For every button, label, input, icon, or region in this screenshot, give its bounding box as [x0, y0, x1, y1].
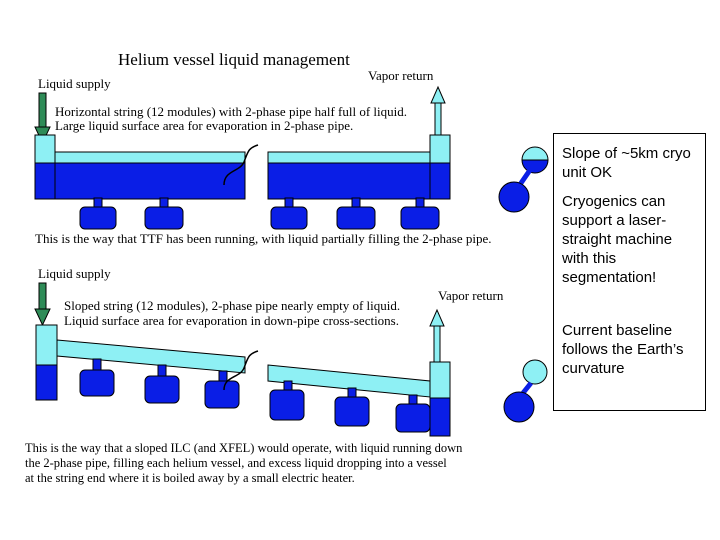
bottom-caption-line2: the 2-phase pipe, filling each helium vessel, and excess liquid dropping into a vessel [25, 456, 447, 470]
top-helium-vessels-left [80, 198, 183, 229]
bottom-caption-line3: at the string end where it is boiled away by a small electric heater. [25, 471, 355, 485]
bottom-description-line2: Liquid surface area for evaporation in down-pipe cross-sections. [64, 313, 399, 328]
bottom-description-line1: Sloped string (12 modules), 2-phase pipe nearly empty of liquid. [64, 298, 401, 313]
note-laser-straight: Cryogenics can support a laser-straight machine with this segmentation! [562, 193, 673, 286]
bottom-liquid-supply-label: Liquid supply [38, 266, 111, 281]
bottom-liquid-supply-arrow [35, 283, 50, 325]
bottom-panel [25, 266, 547, 485]
bottom-vapor-return-arrow [430, 310, 444, 362]
diagram-title: Helium vessel liquid management [118, 50, 350, 69]
top-liquid-supply-label: Liquid supply [38, 76, 111, 91]
top-helium-vessels-right [271, 198, 439, 229]
top-pipe-left [35, 135, 245, 199]
top-description-line1: Horizontal string (12 modules) with 2-phase pipe half full of liquid. [55, 104, 408, 119]
bottom-caption-line1: This is the way that a sloped ILC (and XFEL) would operate, with liquid running down [25, 441, 463, 455]
top-pipe-right [268, 135, 450, 199]
bottom-end-vessel [504, 360, 547, 422]
top-panel [35, 68, 548, 246]
top-end-vessel [499, 147, 548, 212]
note-slope: Slope of ~5km cryo unit OK [562, 145, 691, 181]
note-curvature: Current baseline follows the Earth’s curvature [562, 322, 684, 377]
top-vapor-return-label: Vapor return [368, 68, 434, 83]
notes-box [553, 133, 706, 411]
top-caption: This is the way that TTF has been running, with liquid partially filling the 2-phase pipe. [35, 231, 492, 246]
top-vapor-return-arrow [431, 87, 445, 135]
bottom-vapor-return-label: Vapor return [438, 288, 504, 303]
top-description-line2: Large liquid surface area for evaporation in 2-phase pipe. [55, 118, 354, 133]
